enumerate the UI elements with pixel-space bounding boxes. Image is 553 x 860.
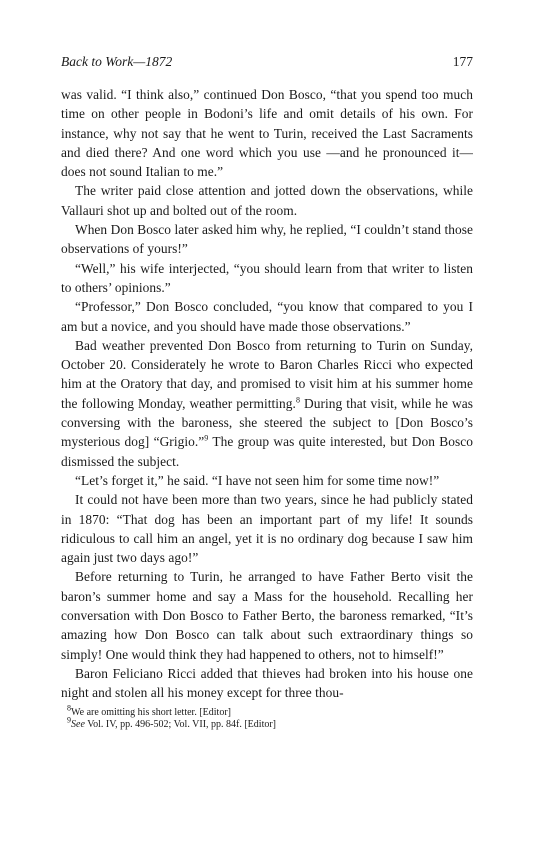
footnote-marker: 8 [67, 703, 71, 713]
paragraph-text: The group was quite interested, but Don Bosco dismissed the subject. [61, 434, 474, 469]
paragraph-text: Bad weather prevented Don Bosco from returning to Turin on Sunday, October 20. Considerately he wrote to Baron Charles Ricci who expected him at the Oratory that day, and promised to visit him at his summer home the following Monday, weather permitting. [61, 337, 473, 411]
paragraph: “Well,” his wife interjected, “you should learn from that writer to listen to others’ opinions.” [61, 260, 473, 295]
page-number: 177 [452, 54, 473, 69]
paragraph: “Let’s forget it,” he said. “I have not seen him for some time now!” [75, 472, 440, 488]
running-head [61, 54, 473, 74]
paragraph [61, 336, 473, 471]
footnote-text: Vol. IV, pp. 496-502; Vol. VII, pp. 84f. [Editor] [84, 718, 277, 730]
running-title: Back to Work—1872 [61, 54, 173, 69]
footnote-marker: 9 [67, 715, 71, 725]
book-page [61, 54, 473, 731]
paragraph-text: During that visit, while he was conversing with the baroness, she steered the subject to [Don Bosco’s mysterious dog] “Grigio.” [61, 395, 473, 450]
paragraph: was valid. “I think also,” continued Don Bosco, “that you spend too much time on other people in Bodoni’s life and omit details of his own. For instance, why not say that he went to Turin, received the Last Sacraments and died there? And one word which you use —and he pronounced it—does not sound Italian to me.” [61, 87, 473, 180]
paragraph: “Professor,” Don Bosco concluded, “you know that compared to you I am but a novice, and you should have made those observations.” [61, 299, 473, 334]
paragraph: Baron Feliciano Ricci added that thieves had broken into his house one night and stolen all his money except for three thou- [61, 665, 473, 701]
footnote-lead: See [71, 718, 85, 730]
paragraph: When Don Bosco later asked him why, he replied, “I couldn’t stand those observations of yours!” [61, 222, 473, 257]
footnotes [61, 703, 473, 731]
paragraph: Before returning to Turin, he arranged to have Father Berto visit the baron’s summer home and say a Mass for the household. Recalling her conversation with Don Bosco to Father Berto, the baroness remarked, “It’s amazing how Don Bosco can talk about such extraordinary things so simply! One would think they had happened to others, not to himself!” [61, 569, 473, 662]
footnote-ref: 8 [295, 395, 300, 405]
footnote-text: We are omitting his short letter. [Editor] [71, 706, 231, 718]
footnote [61, 715, 473, 731]
footnote-ref: 9 [204, 433, 209, 443]
paragraph: The writer paid close attention and jotted down the observations, while Vallauri shot up and bolted out of the room. [61, 183, 473, 218]
footnote [61, 703, 473, 719]
paragraph: It could not have been more than two years, since he had publicly stated in 1870: “That dog has been an important part of my life! It sounds ridiculous to call him an angel, yet it is no ordinary dog because I saw him again just two days ago!” [61, 492, 473, 566]
body-text [61, 85, 473, 703]
